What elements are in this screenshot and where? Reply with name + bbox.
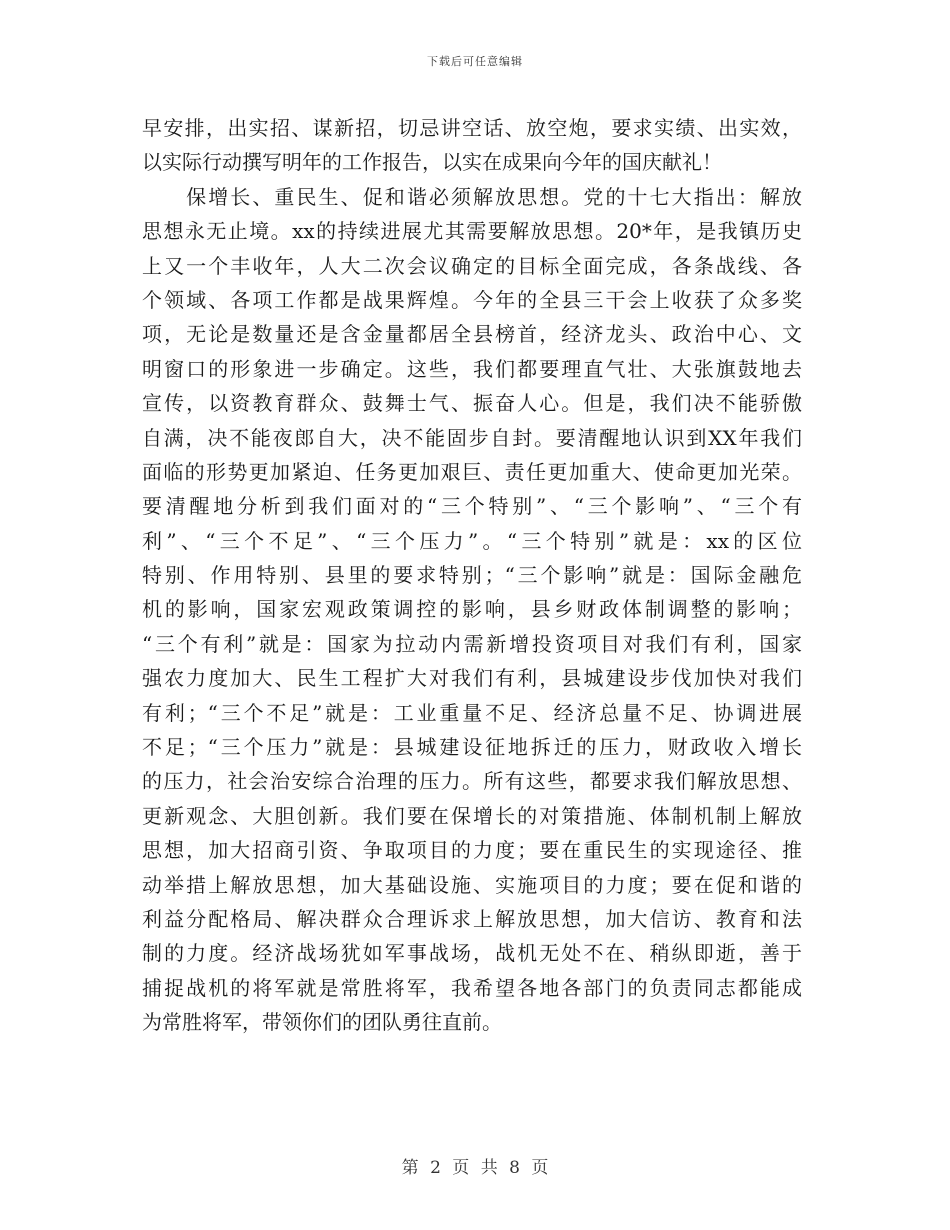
text-line: 捕捉战机的将军就是常胜将军，我希望各地各部门的负责同志都能成 — [142, 975, 802, 1000]
text-line: 制的力度。经济战场犹如军事战场，战机无处不在、稍纵即逝，善于 — [142, 941, 802, 966]
text-line: 为常胜将军，带领你们的团队勇往直前。 — [142, 1010, 502, 1035]
text-line: 项，无论是数量还是含金量都居全县榜首，经济龙头、政治中心、文 — [142, 322, 802, 347]
page-number: 第 2 页 共 8 页 — [401, 1158, 549, 1178]
text-line: 上又一个丰收年，人大二次会议确定的目标全面完成，各条战线、各 — [142, 253, 802, 278]
text-line: 不足；“三个压力”就是：县城建设征地拆迁的压力，财政收入增长 — [142, 735, 802, 760]
document-body — [142, 111, 802, 1040]
text-line: 利”、“三个不足”、“三个压力”。“三个特别”就是：xx的区位 — [142, 528, 802, 553]
text-line: 机的影响，国家宏观政策调控的影响，县乡财政体制调整的影响； — [142, 597, 802, 622]
text-line: 动举措上解放思想，加大基础设施、实施项目的力度；要在促和谐的 — [142, 872, 802, 897]
text-line: “三个有利”就是：国家为拉动内需新增投资项目对我们有利，国家 — [142, 631, 802, 656]
text-line: 明窗口的形象进一步确定。这些，我们都要理直气壮、大张旗鼓地去 — [142, 356, 802, 381]
text-line: 特别、作用特别、县里的要求特别；“三个影响”就是：国际金融危 — [142, 563, 802, 588]
page-header: 下载后可任意编辑 — [427, 55, 523, 68]
text-line: 思想，加大招商引资、争取项目的力度；要在重民生的实现途径、推 — [142, 838, 802, 863]
text-line: 利益分配格局、解决群众合理诉求上解放思想，加大信访、教育和法 — [142, 906, 802, 931]
text-line: 宣传，以资教育群众、鼓舞士气、振奋人心。但是，我们决不能骄傲 — [142, 391, 802, 416]
text-line: 思想永无止境。xx的持续进展尤其需要解放思想。20*年，是我镇历史 — [142, 219, 802, 244]
text-line: 以实际行动撰写明年的工作报告，以实在成果向今年的国庆献礼！ — [142, 150, 722, 175]
text-line: 自满，决不能夜郎自大，决不能固步自封。要清醒地认识到XX年我们 — [142, 425, 802, 450]
text-line: 更新观念、大胆创新。我们要在保增长的对策措施、体制机制上解放 — [142, 803, 802, 828]
text-line: 的压力，社会治安综合治理的压力。所有这些，都要求我们解放思想、 — [142, 769, 802, 794]
text-line: 面临的形势更加紧迫、任务更加艰巨、责任更加重大、使命更加光荣。 — [142, 459, 802, 484]
text-line: 保增长、重民生、促和谐必须解放思想。党的十七大指出：解放 — [142, 184, 802, 209]
text-line: 强农力度加大、民生工程扩大对我们有利，县城建设步伐加快对我们 — [142, 666, 802, 691]
text-line: 有利；“三个不足”就是：工业重量不足、经济总量不足、协调进展 — [142, 700, 802, 725]
text-line: 个领域、各项工作都是战果辉煌。今年的全县三干会上收获了众多奖 — [142, 287, 802, 312]
text-line: 要清醒地分析到我们面对的“三个特别”、“三个影响”、“三个有 — [142, 494, 802, 519]
text-line: 早安排，出实招、谋新招，切忌讲空话、放空炮，要求实绩、出实效， — [142, 116, 802, 140]
